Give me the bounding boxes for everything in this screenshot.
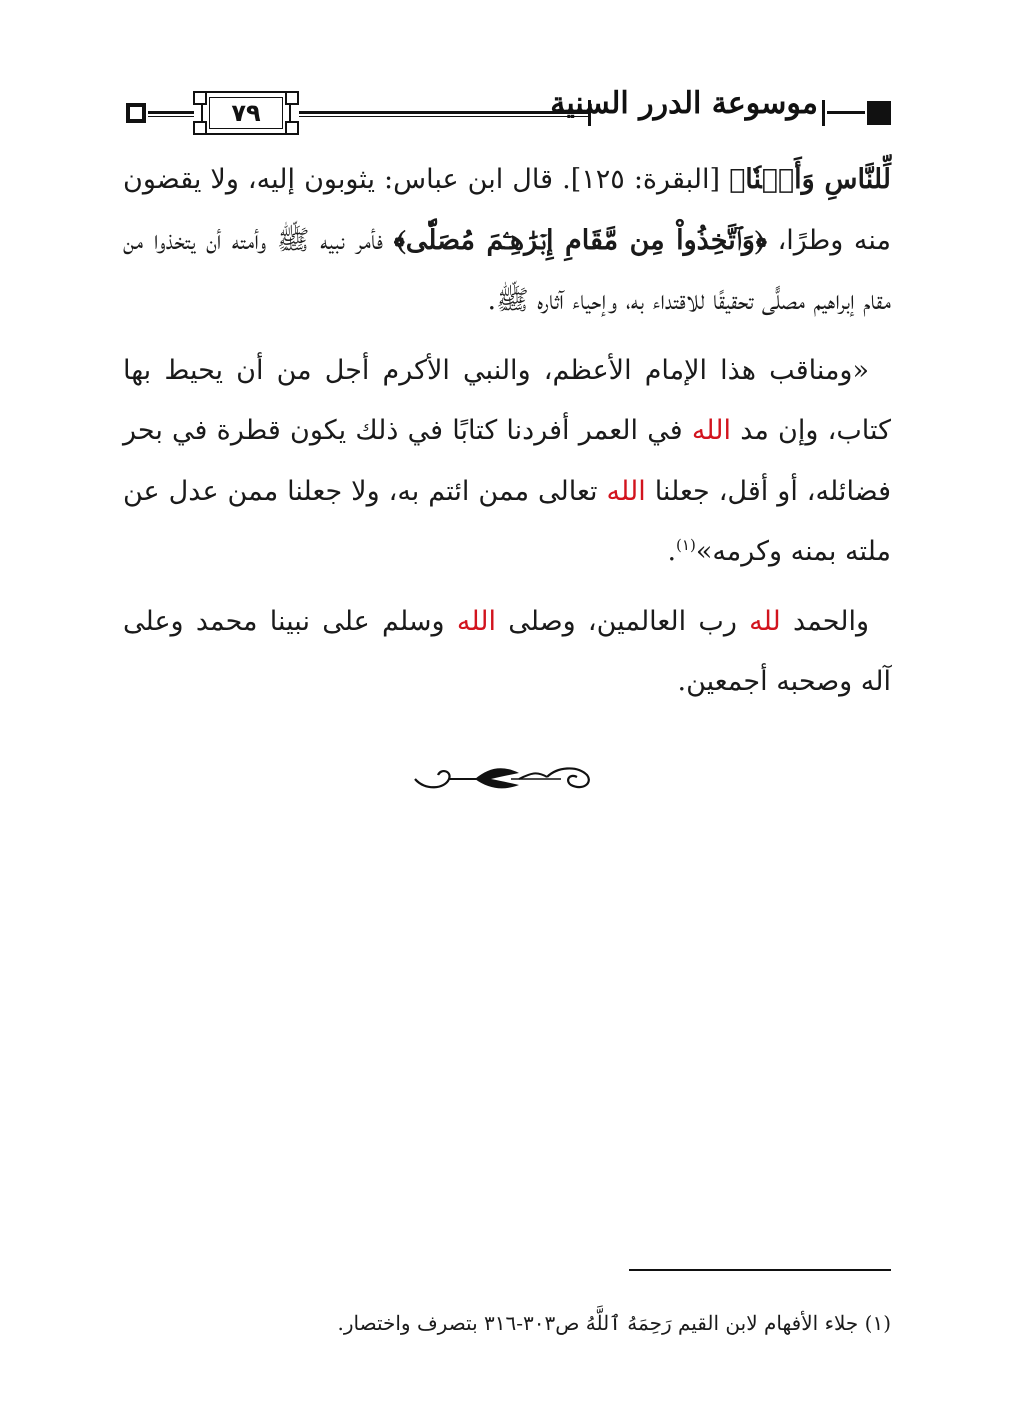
- divine-name-highlight: لله: [749, 605, 781, 637]
- text-segment: في العمر أفردنا كتابًا في ذلك يكون قطرة في بحر فضائله، أو أقل، جعلنا: [123, 415, 891, 507]
- page-number: ٧٩: [231, 99, 261, 127]
- footnote: (١) جلاء الأفهام لابن القيم رَحِمَهُ ٱللَّهُ ص٣٠٣-٣١٦ بتصرف واختصار.: [337, 1311, 891, 1335]
- header-rule-middle-thin: [299, 116, 589, 117]
- header-rule-left-thin: [148, 116, 194, 117]
- quran-verse: لِّلنَّاسِ وَأَمۡنٗا﴾: [729, 164, 892, 195]
- divine-name-highlight: الله: [606, 475, 646, 507]
- header-rule-left: [148, 111, 194, 114]
- text-segment: وسلم على نبينا محمد وعلى آله وصحبه أجمعين.: [123, 605, 891, 697]
- divine-name-highlight: الله: [691, 415, 731, 446]
- frame-corner-ornament: [193, 91, 207, 105]
- section-end-ornament-icon: [411, 757, 595, 797]
- paragraph: [123, 341, 891, 583]
- frame-corner-ornament: [193, 121, 207, 135]
- text-segment: «ومناقب هذا الإمام الأعظم، والنبي الأكرم أجل من أن يحيط بها كتاب، وإن مد: [123, 354, 891, 446]
- page-number-frame: [193, 91, 299, 135]
- paragraph: [123, 592, 891, 713]
- quran-verse: ﴿وَٱتَّخِذُواْ مِن مَّقَامِ إِبۡرَٰهِـۧمَ مُصَلّٗى﴾: [393, 224, 767, 256]
- frame-corner-ornament: [285, 91, 299, 105]
- footnote-separator: [629, 1269, 891, 1271]
- text-segment: تعالى ممن ائتم به، ولا جعلنا ممن عدل عن ملته بمنه وكرمه»: [123, 475, 891, 567]
- text-segment: [البقرة: ١٢٥]. قال ابن عباس: يثوبون إليه، ولا يقضون منه وطرًا،: [123, 164, 891, 256]
- header-divider-tick: [822, 100, 825, 126]
- header-rule-right: [827, 111, 865, 114]
- text-segment: .: [667, 536, 677, 567]
- text-segment: رب العالمين، وصلى: [496, 605, 750, 637]
- text-segment: والحمد: [780, 605, 869, 637]
- paragraph: [123, 150, 891, 332]
- divine-name-highlight: الله: [456, 605, 496, 637]
- text-segment: فأمر نبيه ﷺ وأمته أن يتخذوا من مقام إبراهيم مصلًّى تحقيقًا للاقتداء به، وإحياء آثاره ﷺ.: [123, 224, 891, 316]
- footnote-reference[interactable]: (١): [676, 536, 696, 554]
- frame-corner-ornament: [285, 121, 299, 135]
- main-text: [123, 150, 891, 713]
- header-right-square-ornament: [867, 101, 891, 125]
- header-rule-middle: [299, 111, 589, 114]
- page-number-frame-inner: [209, 97, 283, 129]
- page-header: [0, 0, 1015, 150]
- header-left-square-ornament: [126, 103, 146, 123]
- series-title: موسوعة الدرر السنية: [550, 86, 818, 121]
